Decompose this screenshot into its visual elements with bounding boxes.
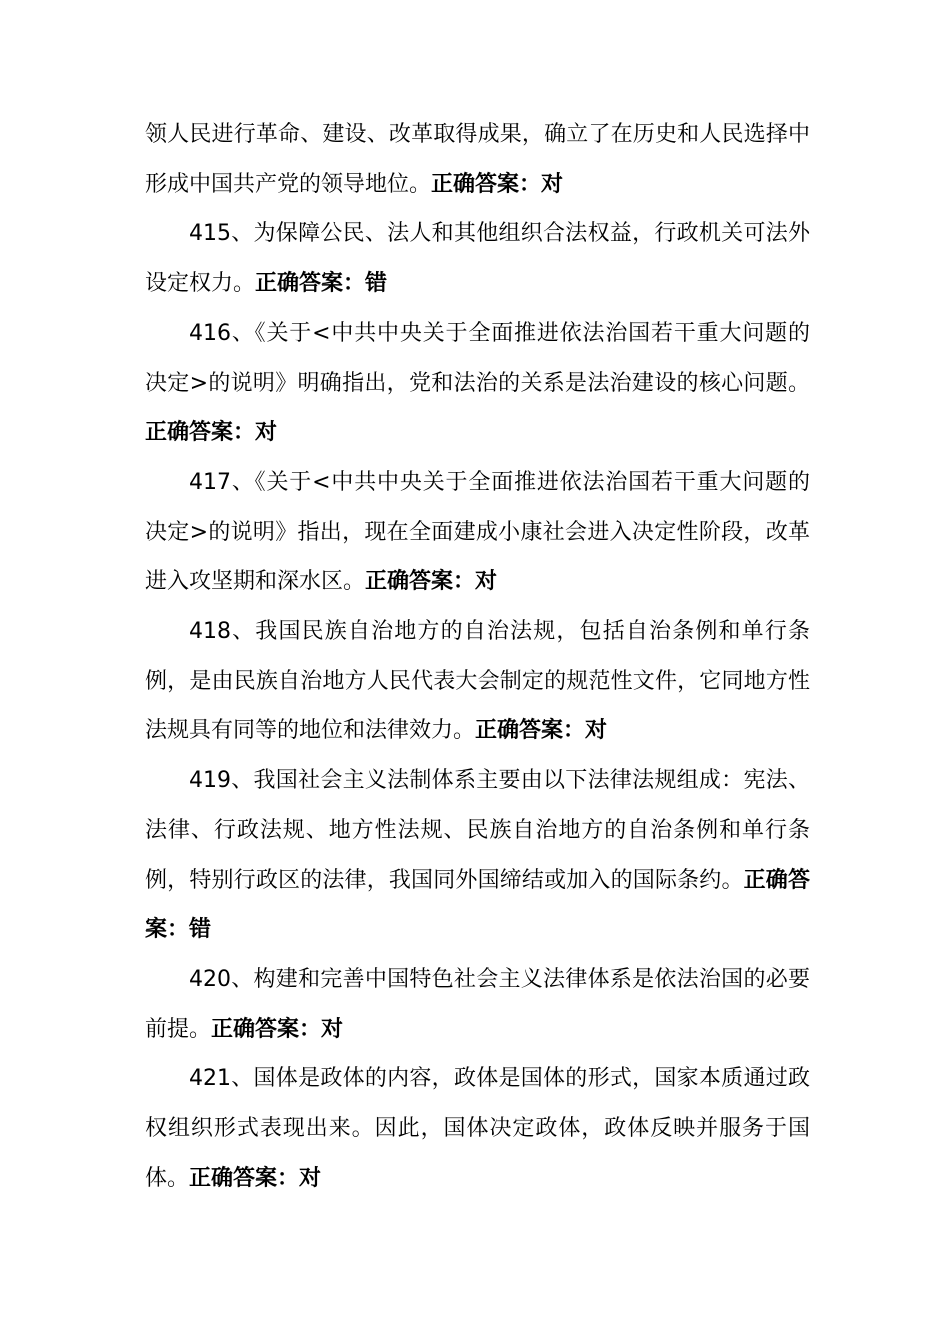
answer-label: 正确答案：错 — [145, 867, 810, 943]
question-paragraph-416 — [145, 309, 810, 458]
answer-label: 正确答案：对 — [431, 171, 564, 197]
answer-label: 正确答案：对 — [145, 420, 278, 446]
question-text: 417、《关于<中共中央关于全面推进依法治国若干重大问题的决定>的说明》指出，现在全面建成小康社会进入决定性阶段，改革进入攻坚期和深水区。 — [145, 469, 810, 595]
answer-label: 正确答案：对 — [189, 1165, 322, 1191]
question-paragraph-415 — [145, 209, 810, 308]
question-text: 418、我国民族自治地方的自治法规，包括自治条例和单行条例，是由民族自治地方人民代表大会制定的规范性文件，它同地方性法规具有同等的地位和法律效力。 — [145, 619, 810, 744]
question-text: 420、构建和完善中国特色社会主义法律体系是依法治国的必要前提。 — [145, 966, 810, 1042]
question-text: 领人民进行革命、建设、改革取得成果，确立了在历史和人民选择中形成中国共产党的领导地位。 — [145, 122, 810, 197]
question-text: 419、我国社会主义法制体系主要由以下法律法规组成：宪法、法律、行政法规、地方性法规、民族自治地方的自治条例和单行条例，特别行政区的法律，我国同外国缔结或加入的国际条约。 — [145, 768, 810, 893]
answer-label: 正确答案：对 — [211, 1016, 344, 1042]
question-paragraph-continued — [145, 110, 810, 209]
question-paragraph-418 — [145, 607, 810, 756]
answer-label: 正确答案：错 — [255, 271, 388, 297]
question-paragraph-417 — [145, 458, 810, 607]
question-text: 421、国体是政体的内容，政体是国体的形式，国家本质通过政权组织形式表现出来。因此，国体决定政体，政体反映并服务于国体。 — [145, 1066, 810, 1191]
question-paragraph-421 — [145, 1054, 810, 1203]
answer-label: 正确答案：对 — [365, 569, 498, 595]
question-paragraph-420 — [145, 955, 810, 1054]
answer-label: 正确答案：对 — [475, 718, 608, 744]
question-text: 415、为保障公民、法人和其他组织合法权益，行政机关可法外设定权力。 — [145, 221, 810, 297]
question-text: 416、《关于<中共中央关于全面推进依法治国若干重大问题的决定>的说明》明确指出，党和法治的关系是法治建设的核心问题。 — [145, 320, 810, 396]
question-paragraph-419 — [145, 756, 810, 955]
question-list — [145, 110, 810, 1203]
